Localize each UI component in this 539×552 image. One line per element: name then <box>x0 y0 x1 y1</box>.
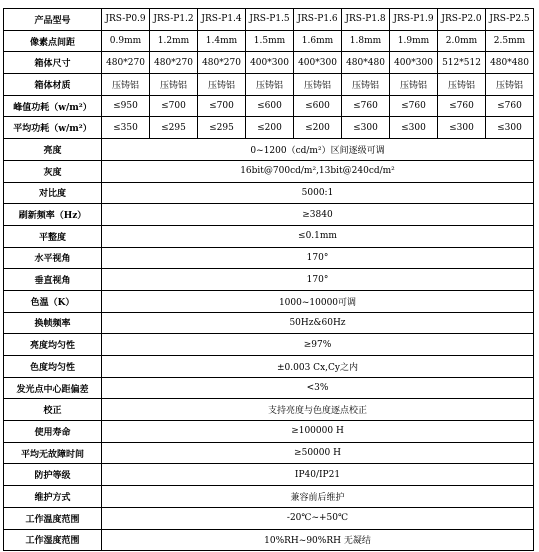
common-spec-row <box>4 486 534 508</box>
spec-value: 480*270 <box>102 52 150 74</box>
common-spec-row <box>4 290 534 312</box>
common-spec-row <box>4 399 534 421</box>
row-label: 垂直视角 <box>4 269 102 291</box>
common-spec-row <box>4 269 534 291</box>
row-label: 维护方式 <box>4 486 102 508</box>
common-spec-row <box>4 182 534 204</box>
spec-value: 1.9mm <box>390 30 438 52</box>
row-label: 防护等级 <box>4 464 102 486</box>
row-label: 工作湿度范围 <box>4 529 102 551</box>
row-label: 平均无故障时间 <box>4 442 102 464</box>
spec-value: ≥97% <box>102 334 534 356</box>
row-label: 发光点中心距偏差 <box>4 377 102 399</box>
spec-value: 1.5mm <box>246 30 294 52</box>
common-spec-row <box>4 334 534 356</box>
spec-value: 支持亮度与色度逐点校正 <box>102 399 534 421</box>
spec-value: 2.0mm <box>438 30 486 52</box>
row-label: 平整度 <box>4 225 102 247</box>
model-name: JRS-P2.0 <box>438 9 486 31</box>
spec-value: 480*480 <box>486 52 534 74</box>
model-name: JRS-P2.5 <box>486 9 534 31</box>
spec-value: 压铸铝 <box>246 74 294 96</box>
model-spec-row <box>4 117 534 139</box>
row-label: 使用寿命 <box>4 421 102 443</box>
model-name: JRS-P1.4 <box>198 9 246 31</box>
row-label: 对比度 <box>4 182 102 204</box>
spec-value: 480*270 <box>198 52 246 74</box>
spec-value: 400*300 <box>390 52 438 74</box>
common-spec-row <box>4 421 534 443</box>
model-spec-row <box>4 95 534 117</box>
spec-value: 压铸铝 <box>438 74 486 96</box>
model-spec-row <box>4 30 534 52</box>
spec-value: 400*300 <box>294 52 342 74</box>
row-label: 工作温度范围 <box>4 507 102 529</box>
spec-value: ≤295 <box>198 117 246 139</box>
spec-value: 50Hz&60Hz <box>102 312 534 334</box>
row-label: 产品型号 <box>4 9 102 31</box>
common-spec-row <box>4 377 534 399</box>
spec-value: 400*300 <box>246 52 294 74</box>
spec-value: ≤300 <box>342 117 390 139</box>
spec-value: 压铸铝 <box>390 74 438 96</box>
model-name: JRS-P1.2 <box>150 9 198 31</box>
row-label: 色度均匀性 <box>4 356 102 378</box>
row-label: 亮度 <box>4 139 102 161</box>
common-spec-row <box>4 464 534 486</box>
spec-value: IP40/IP21 <box>102 464 534 486</box>
row-label: 箱体尺寸 <box>4 52 102 74</box>
spec-value: ≤950 <box>102 95 150 117</box>
spec-value: ≤760 <box>438 95 486 117</box>
spec-value: 压铸铝 <box>294 74 342 96</box>
spec-value: ≥100000 H <box>102 421 534 443</box>
common-spec-row <box>4 204 534 226</box>
row-label: 峰值功耗（w/m²） <box>4 95 102 117</box>
model-name: JRS-P1.9 <box>390 9 438 31</box>
spec-value: <3% <box>102 377 534 399</box>
row-label: 色温（K） <box>4 290 102 312</box>
row-label: 刷新频率（Hz） <box>4 204 102 226</box>
spec-value: 1000~10000可调 <box>102 290 534 312</box>
spec-value: -20℃~+50℃ <box>102 507 534 529</box>
spec-value: 5000:1 <box>102 182 534 204</box>
header-row <box>4 9 534 31</box>
spec-value: ±0.003 Cx,Cy之内 <box>102 356 534 378</box>
model-spec-row <box>4 52 534 74</box>
spec-value: ≤0.1mm <box>102 225 534 247</box>
spec-value: 压铸铝 <box>486 74 534 96</box>
spec-value: 512*512 <box>438 52 486 74</box>
spec-table-wrapper <box>3 8 534 551</box>
spec-value: ≤200 <box>246 117 294 139</box>
spec-value: 480*480 <box>342 52 390 74</box>
spec-value: 480*270 <box>150 52 198 74</box>
spec-value: 1.8mm <box>342 30 390 52</box>
row-label: 箱体材质 <box>4 74 102 96</box>
common-spec-row <box>4 529 534 551</box>
row-label: 水平视角 <box>4 247 102 269</box>
spec-value: ≤600 <box>246 95 294 117</box>
spec-value: 压铸铝 <box>198 74 246 96</box>
common-spec-row <box>4 507 534 529</box>
common-spec-row <box>4 442 534 464</box>
spec-value: 170° <box>102 269 534 291</box>
model-name: JRS-P0.9 <box>102 9 150 31</box>
spec-value: ≤700 <box>198 95 246 117</box>
common-spec-row <box>4 247 534 269</box>
model-spec-row <box>4 74 534 96</box>
row-label: 灰度 <box>4 160 102 182</box>
spec-value: 0.9mm <box>102 30 150 52</box>
spec-value: ≤700 <box>150 95 198 117</box>
spec-value: ≤300 <box>438 117 486 139</box>
spec-value: ≤300 <box>390 117 438 139</box>
spec-value: ≤300 <box>486 117 534 139</box>
row-label: 平均功耗（w/m²） <box>4 117 102 139</box>
spec-value: 压铸铝 <box>102 74 150 96</box>
row-label: 像素点间距 <box>4 30 102 52</box>
spec-value: 压铸铝 <box>342 74 390 96</box>
spec-value: ≤600 <box>294 95 342 117</box>
spec-value: 0~1200（cd/m²）区间逐级可调 <box>102 139 534 161</box>
spec-value: 压铸铝 <box>150 74 198 96</box>
spec-value: ≤760 <box>342 95 390 117</box>
spec-value: ≥3840 <box>102 204 534 226</box>
spec-value: 16bit@700cd/m²,13bit@240cd/m² <box>102 160 534 182</box>
spec-value: 1.4mm <box>198 30 246 52</box>
spec-value: 2.5mm <box>486 30 534 52</box>
spec-value: ≤200 <box>294 117 342 139</box>
common-spec-row <box>4 225 534 247</box>
spec-value: ≤350 <box>102 117 150 139</box>
model-name: JRS-P1.6 <box>294 9 342 31</box>
spec-value: 兼容前后维护 <box>102 486 534 508</box>
common-spec-row <box>4 356 534 378</box>
spec-value: ≤760 <box>486 95 534 117</box>
common-spec-row <box>4 139 534 161</box>
spec-value: ≤760 <box>390 95 438 117</box>
row-label: 亮度均匀性 <box>4 334 102 356</box>
spec-value: 170° <box>102 247 534 269</box>
row-label: 校正 <box>4 399 102 421</box>
model-name: JRS-P1.5 <box>246 9 294 31</box>
common-spec-row <box>4 160 534 182</box>
model-name: JRS-P1.8 <box>342 9 390 31</box>
spec-value: 1.6mm <box>294 30 342 52</box>
spec-value: ≤295 <box>150 117 198 139</box>
common-spec-row <box>4 312 534 334</box>
spec-value: 10%RH~90%RH 无凝结 <box>102 529 534 551</box>
spec-value: 1.2mm <box>150 30 198 52</box>
spec-table <box>3 8 534 551</box>
row-label: 换帧频率 <box>4 312 102 334</box>
spec-value: ≥50000 H <box>102 442 534 464</box>
